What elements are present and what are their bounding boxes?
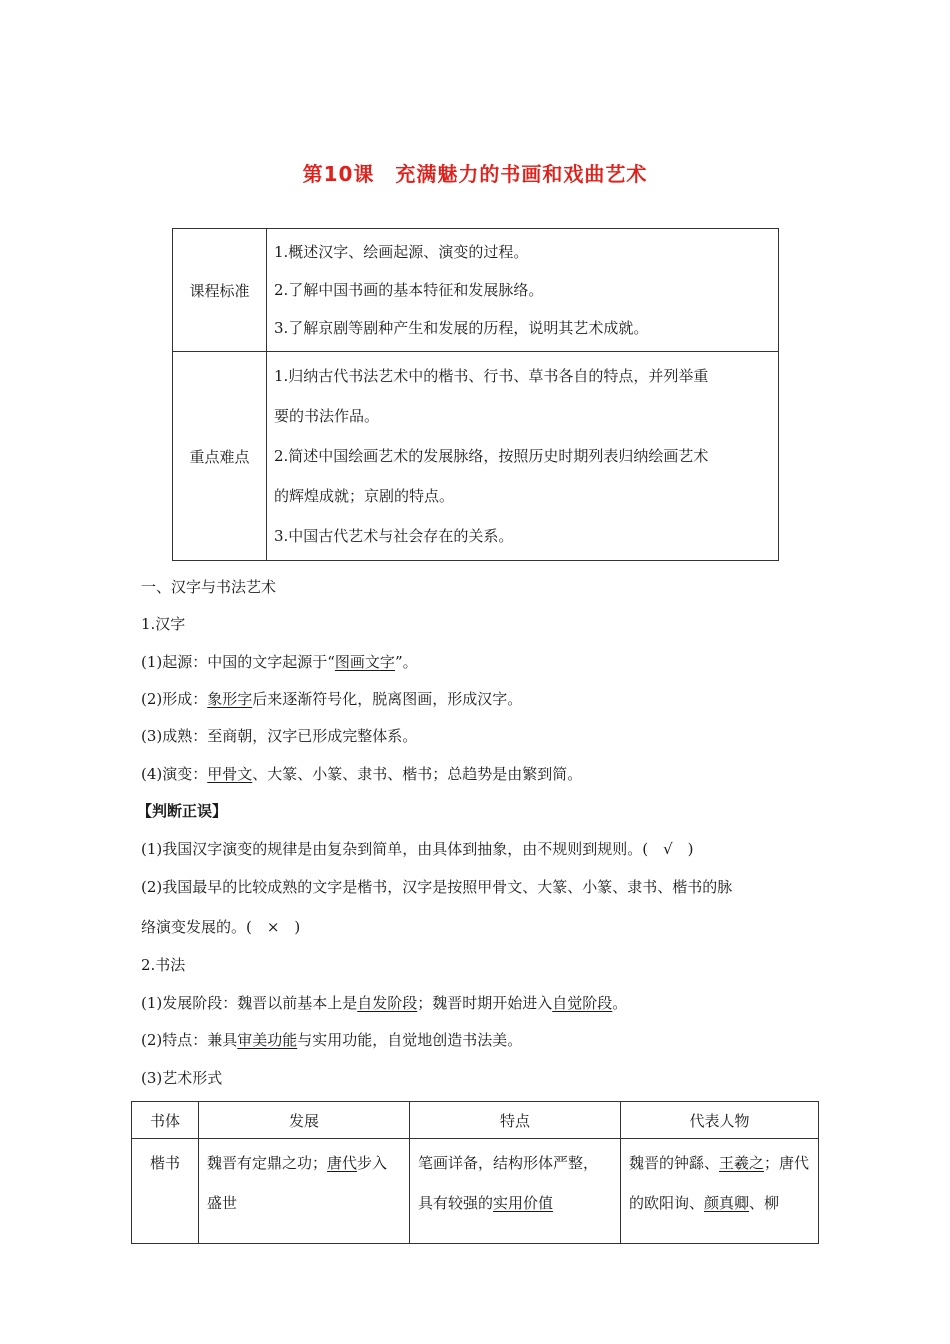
text: (4)演变： (141, 765, 208, 783)
answer-blank: 实用价值 (493, 1194, 554, 1212)
list-item: 3.中国古代艺术与社会存在的关系。 (274, 527, 514, 545)
table-cell (621, 1139, 819, 1244)
list-item: 3.了解京剧等剧种产生和发展的历程，说明其艺术成就。 (274, 319, 649, 337)
art-form-heading: (3)艺术形式 (141, 1069, 223, 1087)
answer-blank: 颜真卿 (704, 1194, 750, 1212)
formation-line (141, 689, 522, 709)
column-header: 代表人物 (621, 1102, 819, 1139)
judge-item-2: (2)我国最早的比较成熟的文字是楷书，汉字是按照甲骨文、大篆、小篆、隶书、楷书的脉 (141, 878, 733, 896)
text: ；唐代的欧阳询、 (629, 1154, 810, 1212)
answer-blank: 审美功能 (237, 1031, 298, 1049)
subsection-heading: 1.汉字 (141, 615, 186, 633)
table-cell (410, 1139, 621, 1244)
text: 魏晋的钟繇、 (629, 1154, 720, 1172)
answer-blank: 象形字 (207, 690, 253, 708)
list-item: 2.简述中国绘画艺术的发展脉络，按照历史时期列表归纳绘画艺术 (274, 447, 709, 465)
answer-blank: 唐代 (327, 1154, 358, 1172)
table-row (132, 1139, 819, 1244)
subsection-heading: 2.书法 (141, 956, 186, 974)
text: 与实用功能，自觉地创造书法美。 (297, 1031, 523, 1049)
answer-blank: 王羲之 (719, 1154, 765, 1172)
text: ”。 (394, 653, 418, 671)
answer-blank: 自觉阶段 (552, 994, 613, 1012)
judge-item-1: (1)我国汉字演变的规律是由复杂到简单，由具体到抽象，由不规则到规则。( √ ) (141, 840, 694, 858)
column-header: 书体 (132, 1102, 199, 1139)
judge-heading: 【判断正误】 (137, 802, 228, 820)
curriculum-standards-table (172, 228, 779, 561)
page-title: 第10课 充满魅力的书画和戏曲艺术 (302, 162, 648, 186)
row-content (267, 352, 779, 561)
list-item: 2.了解中国书画的基本特征和发展脉络。 (274, 281, 544, 299)
text: 魏晋有定鼎之功； (207, 1154, 328, 1172)
row-label: 课程标准 (173, 229, 267, 352)
list-item: 1.归纳古代书法艺术中的楷书、行书、草书各自的特点，并列举重 (274, 367, 709, 385)
text: (1)发展阶段：魏晋以前基本上是 (141, 994, 358, 1012)
column-header: 特点 (410, 1102, 621, 1139)
answer-blank: 图画文字 (334, 653, 395, 671)
row-content (267, 229, 779, 352)
column-header: 发展 (199, 1102, 410, 1139)
evolution-line (141, 764, 582, 784)
text: 后来逐渐符号化，脱离图画，形成汉字。 (252, 690, 523, 708)
calligraphy-art-table (131, 1101, 819, 1244)
text: 、柳 (749, 1194, 780, 1212)
table-cell: 楷书 (132, 1139, 199, 1244)
list-item: 1.概述汉字、绘画起源、演变的过程。 (274, 243, 529, 261)
text: (1)起源：中国的文字起源于“ (141, 653, 335, 671)
table-cell (199, 1139, 410, 1244)
answer-blank: 甲骨文 (207, 765, 253, 783)
text: (2)形成： (141, 690, 208, 708)
origin-line (141, 652, 418, 672)
text: (2)特点：兼具 (141, 1031, 238, 1049)
text: ；魏晋时期开始进入 (417, 994, 553, 1012)
list-item: 要的书法作品。 (274, 407, 380, 425)
feature-line (141, 1030, 522, 1050)
answer-blank: 自发阶段 (357, 994, 418, 1012)
judge-item-2-cont: 络演变发展的。( × ) (141, 918, 301, 936)
maturity-line: (3)成熟：至商朝，汉字已形成完整体系。 (141, 727, 418, 745)
table-header-row (132, 1102, 819, 1139)
table-row (173, 352, 779, 561)
section-heading: 一、汉字与书法艺术 (141, 578, 277, 596)
text: 、大篆、小篆、隶书、楷书；总趋势是由繁到简。 (252, 765, 583, 783)
row-label: 重点难点 (173, 352, 267, 561)
text: 步入盛世 (207, 1154, 388, 1212)
list-item: 的辉煌成就；京剧的特点。 (274, 487, 455, 505)
text: 笔画详备，结构形体严整，具有较强的 (418, 1154, 599, 1212)
table-row (173, 229, 779, 352)
stage-line (141, 993, 627, 1013)
text: 。 (612, 994, 628, 1012)
